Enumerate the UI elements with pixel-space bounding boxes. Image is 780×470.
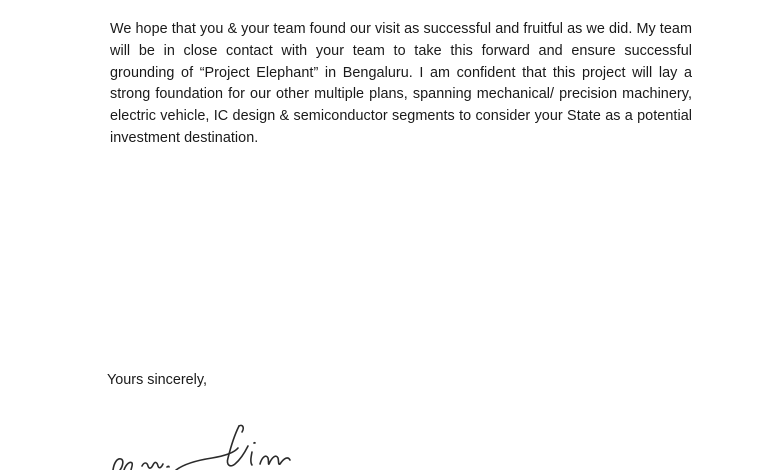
- letter-closing: Yours sincerely,: [107, 372, 207, 388]
- letter-body-paragraph: We hope that you & your team found our visit as successful and fruitful as we did. My team will be in close contact with your team to take this forward and ensure successful grounding of “Project Elephant” in Bengaluru. I am confident that this project will lay a strong foundation for our other multiple plans, spanning mechanical/ precision machinery, electric vehicle, IC design & semiconductor segments to consider your State as a potential investment destination.: [110, 21, 692, 146]
- handwritten-signature: [104, 418, 304, 470]
